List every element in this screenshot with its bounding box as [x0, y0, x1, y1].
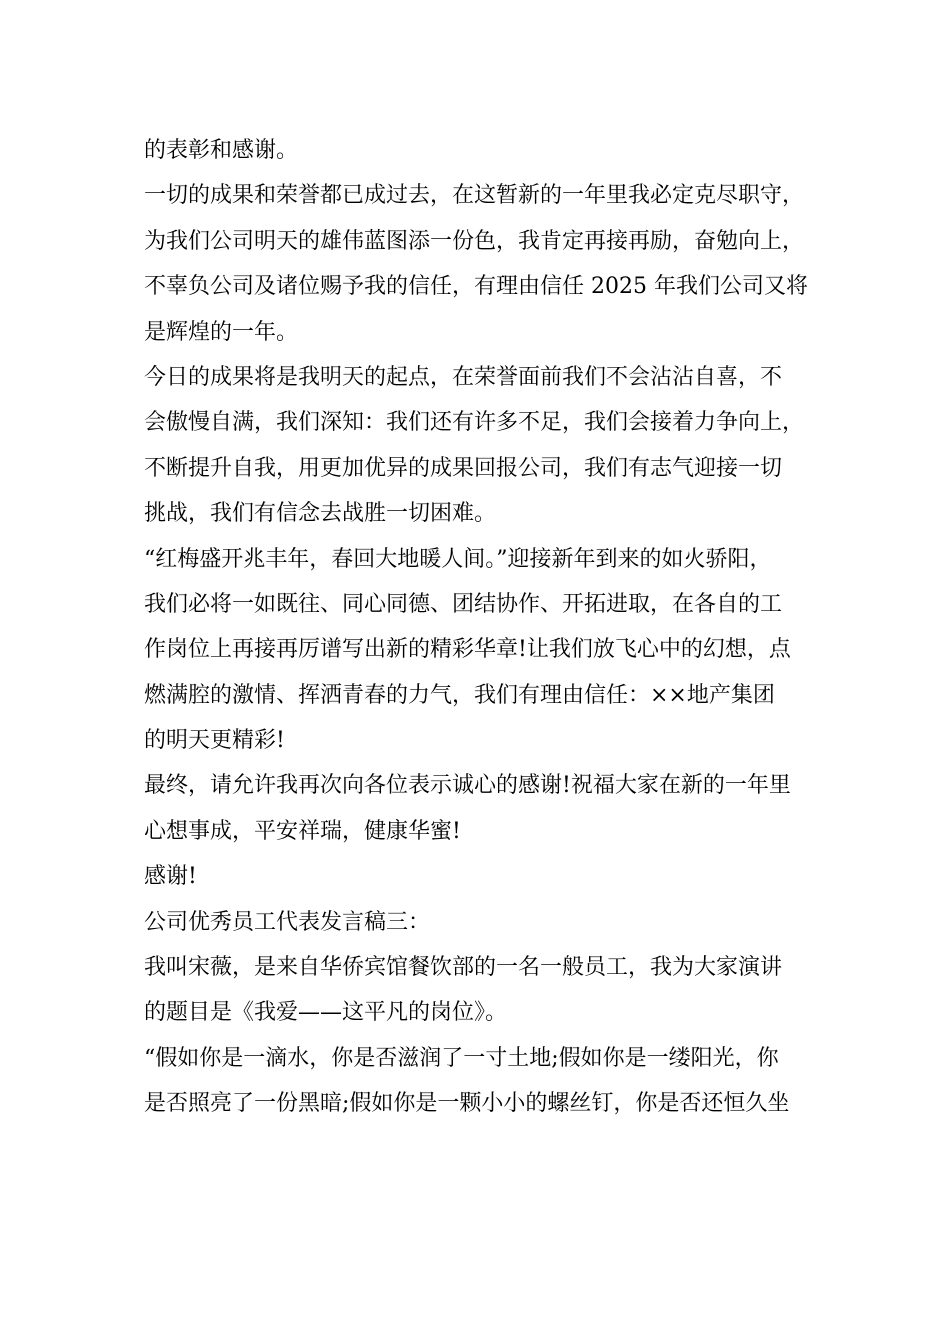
text-line: 为我们公司明天的雄伟蓝图添一份色，我肯定再接再励，奋勉向上，	[144, 228, 805, 254]
text-line: 不断提升自我，用更加优异的成果回报公司，我们有志气迎接一切	[144, 455, 783, 481]
text-line: 是辉煌的一年。	[144, 319, 299, 345]
text-line: 会傲慢自满，我们深知：我们还有许多不足，我们会接着力争向上，	[144, 410, 805, 436]
text-line: 一切的成果和荣誉都已成过去，在这暂新的一年里我必定克尽职守，	[144, 183, 805, 209]
text-line: 作岗位上再接再厉谱写出新的精彩华章!让我们放飞心中的幻想，点	[144, 637, 791, 663]
text-line: 心想事成，平安祥瑞，健康华蜜!	[144, 818, 461, 844]
text-line: 我叫宋薇，是来自华侨宾馆餐饮部的一名一般员工，我为大家演讲	[144, 955, 783, 981]
text-line: 燃满腔的激情、挥洒青春的力气，我们有理由信任：××地产集团	[144, 682, 775, 708]
text-line: 的表彰和感谢。	[144, 138, 299, 163]
section-heading: 公司优秀员工代表发言稿三：	[144, 909, 431, 935]
text-line: 我们必将一如既往、同心同德、团结协作、开拓进取，在各自的工	[144, 591, 783, 617]
text-line: 不辜负公司及诸位赐予我的信任，有理由信任 2025 年我们公司又将	[144, 274, 808, 300]
text-line: 今日的成果将是我明天的起点，在荣誉面前我们不会沾沾自喜，不	[144, 364, 783, 390]
text-line: 挑战，我们有信念去战胜一切困难。	[144, 501, 497, 527]
text-line: 是否照亮了一份黑暗;假如你是一颗小小的螺丝钉，你是否还恒久坐	[144, 1091, 790, 1117]
text-line: 的明天更精彩!	[144, 728, 285, 754]
text-line: 的题目是《我爱——这平凡的岗位》。	[144, 1000, 508, 1026]
text-line: “假如你是一滴水，你是否滋润了一寸土地;假如你是一缕阳光，你	[144, 1045, 779, 1071]
document-body	[144, 128, 824, 1127]
text-line: 感谢!	[144, 864, 197, 890]
text-line: 最终，请允许我再次向各位表示诚心的感谢!祝福大家在新的一年里	[144, 773, 791, 799]
text-line: “红梅盛开兆丰年，春回大地暖人间。”迎接新年到来的如火骄阳，	[144, 546, 772, 572]
